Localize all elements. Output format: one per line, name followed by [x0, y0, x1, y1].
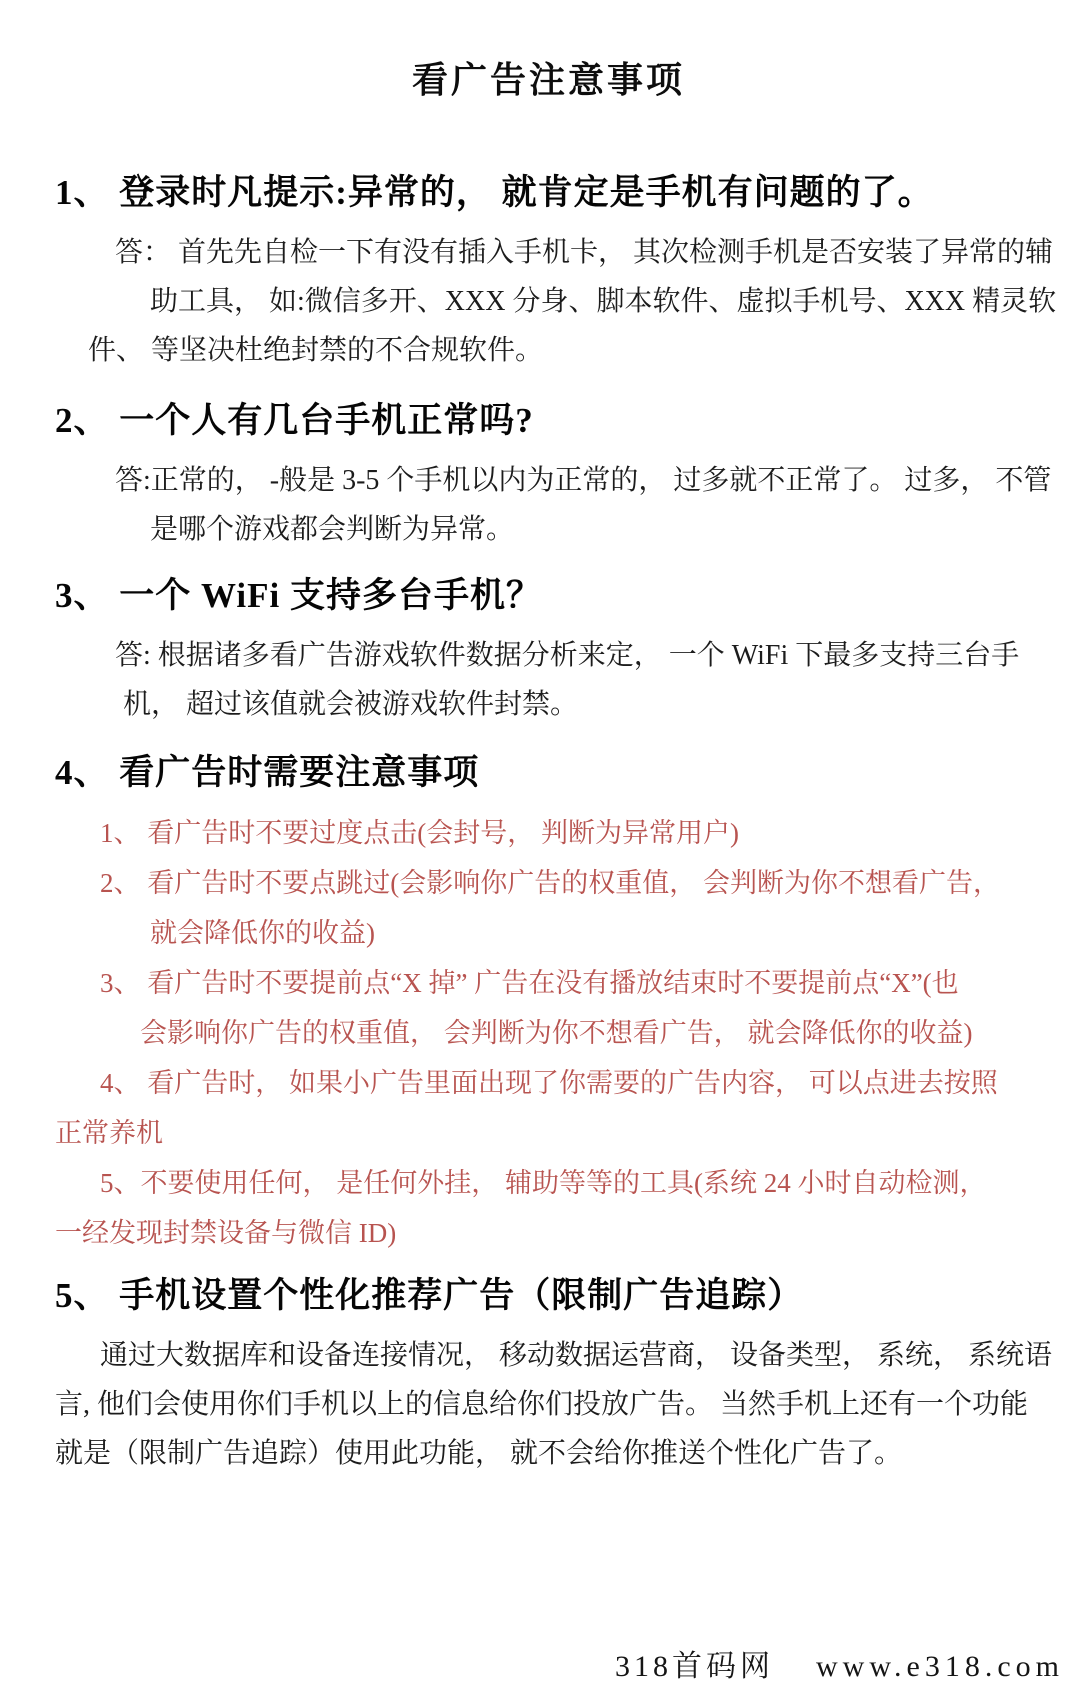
warning-item-4: 4、 看广告时， 如果小广告里面出现了你需要的广告内容， 可以点进去按照 — [100, 1068, 998, 1098]
warning-item-3: 3、 看广告时不要提前点“X 掉” 广告在没有播放结束时不要提前点“X”(也 — [100, 968, 959, 998]
section-4-heading: 4、 看广告时需要注意事项 — [55, 753, 480, 792]
warning-item-2-continuation: 就会降低你的收益) — [150, 918, 375, 948]
section-5-body-line: 言, 他们会使用你们手机以上的信息给你们投放广告。 当然手机上还有一个功能 — [55, 1389, 1029, 1420]
section-3-heading: 3、 一个 WiFi 支持多台手机？ — [55, 576, 542, 615]
warning-item-5-continuation: 一经发现封禁设备与微信 ID) — [55, 1218, 397, 1248]
section-1-heading: 1、 登录时凡提示:异常的， 就肯定是手机有问题的了。 — [55, 173, 934, 212]
section-1-answer-line: 助工具， 如:微信多开、XXX 分身、脚本软件、虚拟手机号、XXX 精灵软 — [150, 286, 1057, 317]
section-1-answer-line: 件、 等坚决杜绝封禁的不合规软件。 — [88, 335, 544, 366]
section-3-answer-line: 答: 根据诸多看广告游戏软件数据分析来定， 一个 WiFi 下最多支持三台手 — [115, 640, 1020, 671]
section-5-body-line: 通过大数据库和设备连接情况， 移动数据运营商， 设备类型， 系统， 系统语 — [100, 1340, 1053, 1371]
section-5-body-line: 就是（限制广告追踪）使用此功能， 就不会给你推送个性化广告了。 — [55, 1438, 903, 1469]
section-2-heading: 2、 一个人有几台手机正常吗? — [55, 401, 534, 440]
section-1-answer-line: 答： 首先先自检一下有没有插入手机卡， 其次检测手机是否安装了异常的辅 — [115, 237, 1054, 268]
warning-item-4-continuation: 正常养机 — [55, 1118, 163, 1148]
warning-item-2: 2、 看广告时不要点跳过(会影响你广告的权重值， 会判断为你不想看广告， — [100, 868, 1000, 898]
watermark — [615, 1641, 1064, 1685]
section-3-answer-line: 机， 超过该值就会被游戏软件封禁。 — [123, 689, 579, 720]
watermark-site-url: www.e318.com — [815, 1650, 1064, 1683]
warning-item-5: 5、不要使用任何， 是任何外挂， 辅助等等的工具(系统 24 小时自动检测， — [100, 1168, 987, 1198]
watermark-site-name: 318首码网 — [614, 1650, 774, 1683]
section-2-answer-line: 是哪个游戏都会判断为异常。 — [150, 514, 515, 545]
page-title: 看广告注意事项 — [411, 60, 685, 100]
section-2-answer-line: 答:正常的， -般是 3-5 个手机以内为正常的， 过多就不正常了。 过多， 不管 — [115, 465, 1052, 496]
warning-item-3-continuation: 会影响你广告的权重值， 会判断为你不想看广告， 就会降低你的收益) — [140, 1018, 973, 1048]
section-5-heading: 5、 手机设置个性化推荐广告（限制广告追踪） — [55, 1276, 804, 1315]
warning-item-1: 1、 看广告时不要过度点击(会封号， 判断为异常用户) — [100, 818, 739, 848]
